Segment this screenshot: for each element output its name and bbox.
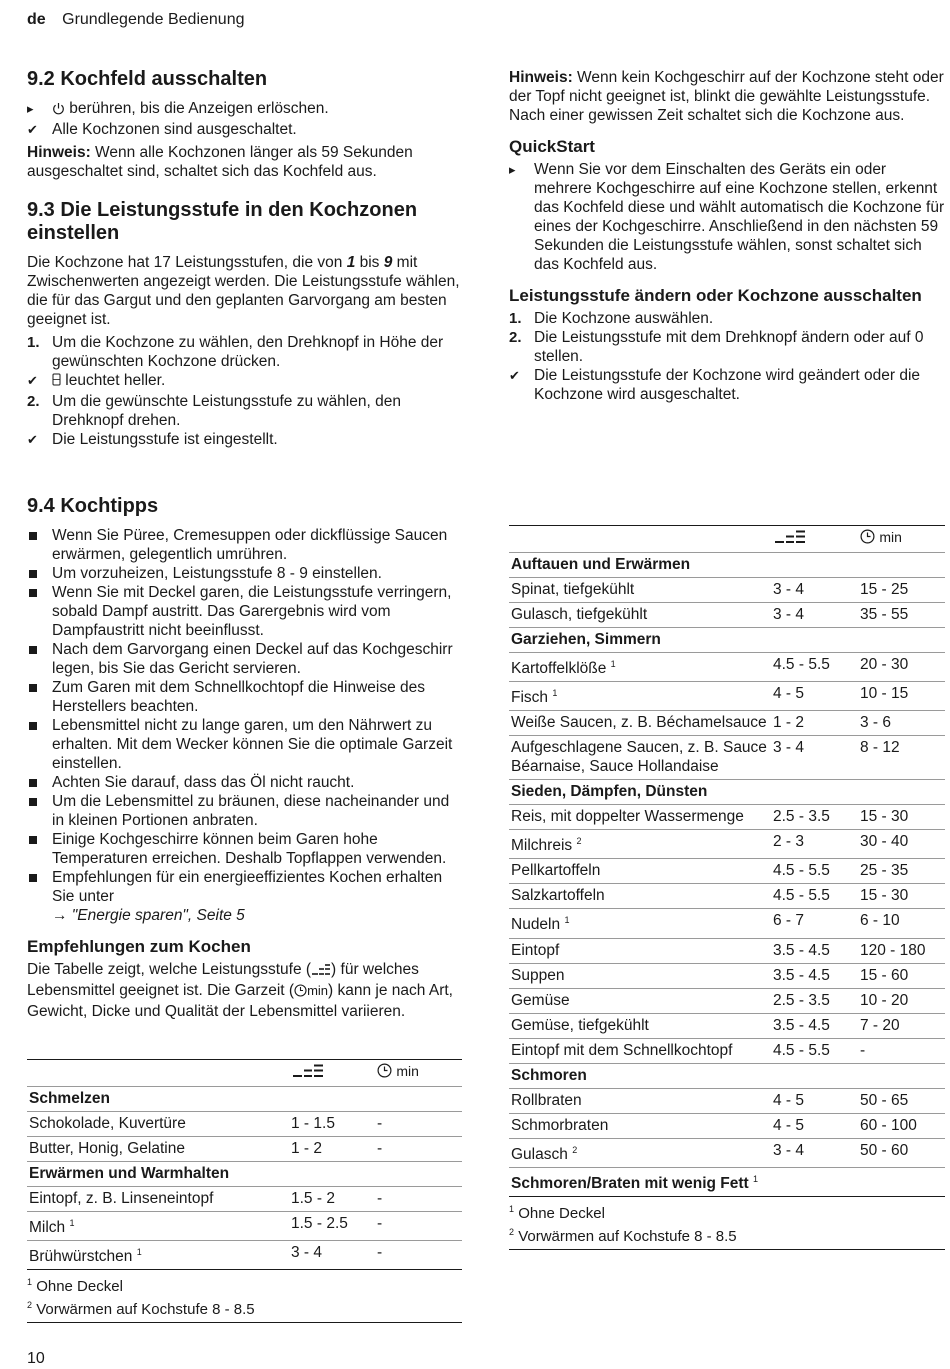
cooking-time-cell: - <box>375 1212 462 1241</box>
table-row <box>509 830 945 859</box>
change-result: ✔ Die Leistungsstufe der Kochzone wird geändert oder die Kochzone wird ausgeschaltet. <box>509 367 921 403</box>
cooking-time-cell: 8 - 12 <box>858 736 945 780</box>
note-no-cookware: Hinweis: Wenn kein Kochgeschirr auf der Kochzone steht oder der Topf nicht geeignet ist, blinkt die gewählte Leistungsstufe. Nach einer gewissen Zeit schaltet sich die Kochzone aus. <box>509 69 944 124</box>
food-name-cell: Rollbraten <box>509 1088 771 1113</box>
tip-item: Zum Garen mit dem Schnellkochtopf die Hinweise des Herstellers beachten. <box>52 679 426 715</box>
power-level-cell: 3.5 - 4.5 <box>771 938 858 963</box>
arrow-bullet-icon: ▸ <box>509 162 516 177</box>
step-select-zone: 1. Um die Kochzone zu wählen, den Drehknopf in Höhe der gewünschten Kochzone drücken. <box>27 334 444 370</box>
table-row <box>509 1038 945 1063</box>
power-level-cell: 4.5 - 5.5 <box>771 859 858 884</box>
tip-item: Um die Lebensmittel zu bräunen, diese nacheinander und in kleinen Portionen anbraten. <box>52 793 450 829</box>
table-section-row: Erwärmen und Warmhalten <box>27 1162 462 1187</box>
power-level-cell: 3 - 4 <box>291 1244 323 1262</box>
cooking-time-cell: 50 - 60 <box>858 1138 945 1167</box>
table-row <box>509 578 945 603</box>
cooking-time-cell: - <box>375 1187 462 1212</box>
power-level-cell: 3.5 - 4.5 <box>771 963 858 988</box>
cooking-time-cell: 15 - 60 <box>858 963 945 988</box>
power-level-cell: 1 - 2 <box>771 711 858 736</box>
recommendations-heading: Empfehlungen zum Kochen <box>27 937 251 956</box>
table-row <box>509 1088 945 1113</box>
table-row <box>509 938 945 963</box>
table-row <box>27 1112 462 1137</box>
table-section-row: Schmoren/Braten mit wenig Fett $^1$ <box>511 1173 759 1192</box>
table-section-row: Schmelzen <box>27 1087 462 1112</box>
change-step-1: 1. Die Kochzone auswählen. <box>509 310 714 327</box>
footnote: $^1$ Ohne Deckel <box>27 1277 123 1296</box>
table-row <box>509 859 945 884</box>
table-row <box>509 653 945 682</box>
cooking-time-cell: 120 - 180 <box>858 938 945 963</box>
power-level-cell: 4.5 - 5.5 <box>771 884 858 909</box>
power-level-cell: 3 - 4 <box>771 603 858 628</box>
power-level-cell: 4.5 - 5.5 <box>771 653 858 682</box>
table-row <box>509 603 945 628</box>
clock-icon <box>294 983 307 1002</box>
cooking-time-cell: 6 - 10 <box>858 909 945 938</box>
power-level-cell: 2 - 3 <box>771 830 858 859</box>
food-name-cell: Eintopf mit dem Schnellkochtopf <box>509 1038 771 1063</box>
food-name-cell: Reis, mit doppelter Wassermenge <box>509 805 771 830</box>
tip-item: Um vorzuheizen, Leistungsstufe 8 - 9 einstellen. <box>52 565 382 582</box>
power-level-cell: 1.5 - 2.5 <box>289 1212 375 1241</box>
table-section-row: Auftauen und Erwärmen <box>509 553 945 578</box>
checkmark-icon: ✔ <box>27 432 38 447</box>
food-name-cell: Brühwürstchen $^1$ <box>29 1247 142 1266</box>
table-header-row <box>27 1060 462 1087</box>
cooking-time-cell: 60 - 100 <box>858 1113 945 1138</box>
cooking-time-cell: 15 - 30 <box>858 805 945 830</box>
food-name-cell: Aufgeschlagene Saucen, z. B. Sauce Béarnaise, Sauce Hollandaise <box>509 736 771 780</box>
food-name-cell: Schokolade, Kuvertüre <box>27 1112 289 1137</box>
step-choose-level: 2. Um die gewünschte Leistungsstufe zu wählen, den Drehknopf drehen. <box>27 393 401 429</box>
table-row <box>509 682 945 711</box>
section-9-3-intro: Die Kochzone hat 17 Leistungsstufen, die von 1 bis 9 mit Zwischenwerten angezeigt werden. Die Leistungsstufe wählen, die für das Gargut und den geplanten Garvorgang am besten geeignet ist. <box>27 254 460 328</box>
power-level-cell: 4 - 5 <box>771 1088 858 1113</box>
cooking-time-cell: - <box>858 1038 945 1063</box>
table-footnotes <box>509 1196 945 1246</box>
cooking-time-cell: 10 - 15 <box>858 682 945 711</box>
power-level-cell: 4.5 - 5.5 <box>771 1038 858 1063</box>
tip-item: Achten Sie darauf, dass das Öl nicht raucht. <box>52 774 355 791</box>
table-row <box>509 1113 945 1138</box>
food-name-cell: Gulasch, tiefgekühlt <box>509 603 771 628</box>
cooking-time-cell: - <box>375 1137 462 1162</box>
clock-icon <box>377 1063 392 1083</box>
food-name-cell: Gulasch $^2$ <box>509 1138 771 1167</box>
power-level-cell: 2.5 - 3.5 <box>771 988 858 1013</box>
checkmark-icon: ✔ <box>509 368 520 383</box>
food-name-cell: Milchreis $^2$ <box>509 830 771 859</box>
left-column-top <box>27 68 462 449</box>
power-level-cell: 3 - 4 <box>771 736 858 780</box>
min-label: min <box>396 1063 419 1079</box>
tip-item: Empfehlungen für ein energieeffizientes Kochen erhalten Sie unter <box>52 869 443 905</box>
table-row <box>509 711 945 736</box>
food-name-cell: Eintopf <box>509 938 771 963</box>
energy-saving-link[interactable]: → "Energie sparen", Seite 5 <box>52 907 245 924</box>
food-name-cell: Milch $^1$ <box>27 1212 289 1241</box>
step-power-off: ▸ berühren, bis die Anzeigen erlöschen. <box>27 99 462 120</box>
food-name-cell: Kartoffelklöße $^1$ <box>509 653 771 682</box>
cooking-time-cell: 20 - 30 <box>858 653 945 682</box>
tip-item: Einige Kochgeschirre können beim Garen hohe Temperaturen erreichen. Deshalb Topflappen verwenden. <box>52 831 447 867</box>
footnote: $^1$ Ohne Deckel <box>509 1203 605 1222</box>
table-row <box>27 1241 462 1270</box>
cooking-time-cell: - <box>375 1112 462 1137</box>
cooking-time-cell: 35 - 55 <box>858 603 945 628</box>
chapter-title: Grundlegende Bedienung <box>62 11 245 28</box>
power-level-icon <box>291 1064 325 1083</box>
quickstart-heading: QuickStart <box>509 137 595 156</box>
power-level-cell: 1 - 2 <box>289 1137 375 1162</box>
tip-reference <box>27 906 462 925</box>
food-name-cell: Gemüse <box>509 988 771 1013</box>
result-level-set: ✔ Die Leistungsstufe ist eingestellt. <box>27 431 278 448</box>
left-column-bottom <box>27 495 462 1021</box>
food-name-cell: Eintopf, z. B. Linseneintopf <box>27 1187 289 1212</box>
table-row <box>509 805 945 830</box>
zone-display-icon <box>52 373 61 392</box>
power-level-cell: 3 - 4 <box>771 578 858 603</box>
checkmark-icon: ✔ <box>27 122 38 137</box>
section-9-4-heading: 9.4 Kochtipps <box>27 495 159 517</box>
power-level-cell: 4 - 5 <box>771 682 858 711</box>
table-row <box>27 1187 462 1212</box>
right-column-top <box>509 68 945 404</box>
cooking-time-cell: 10 - 20 <box>858 988 945 1013</box>
table-footnotes <box>27 1269 462 1319</box>
power-level-cell: 3.5 - 4.5 <box>771 1013 858 1038</box>
power-level-cell: 4 - 5 <box>771 1113 858 1138</box>
cooking-time-cell: 3 - 6 <box>858 711 945 736</box>
table-section-row: Sieden, Dämpfen, Dünsten <box>509 780 945 805</box>
language-code: de <box>27 11 46 28</box>
page-header <box>27 10 245 29</box>
left-cooking-table <box>27 1059 462 1323</box>
result-zone-brighter: ✔ leuchtet heller. <box>27 371 462 392</box>
table-row <box>509 884 945 909</box>
cooking-time-cell: 15 - 30 <box>858 884 945 909</box>
food-name-cell: Schmorbraten <box>509 1113 771 1138</box>
recommendations-text: Die Tabelle zeigt, welche Leistungsstufe ( ) für welches Lebensmittel geeignet ist. Die Garzeit ( min) kann je nach Art, Gewicht, Dicke und Qualität der Lebensmittel variieren. <box>27 961 453 1020</box>
cooking-time-cell: 7 - 20 <box>858 1013 945 1038</box>
table-header-row <box>509 526 945 553</box>
checkmark-icon: ✔ <box>27 373 38 388</box>
tip-item: Lebensmittel nicht zu lange garen, um den Nährwert zu erhalten. Mit dem Wecker können Sie die optimale Garzeit einstellen. <box>52 717 453 772</box>
change-level-heading: Leistungsstufe ändern oder Kochzone ausschalten <box>509 286 922 305</box>
change-step-2: 2. Die Leistungsstufe mit dem Drehknopf ändern oder auf 0 stellen. <box>509 329 924 365</box>
power-level-cell: 1.5 - 2 <box>289 1187 375 1212</box>
food-name-cell: Butter, Honig, Gelatine <box>27 1137 289 1162</box>
table-row <box>509 1138 945 1167</box>
footnote: $^2$ Vorwärmen auf Kochstufe 8 - 8.5 <box>509 1226 737 1245</box>
right-cooking-table <box>509 525 945 1250</box>
level-max-glyph: 9 <box>383 254 393 271</box>
power-level-icon <box>773 530 807 549</box>
power-level-cell: 6 - 7 <box>771 909 858 938</box>
table-row <box>509 736 945 780</box>
cooking-time-cell: 30 - 40 <box>858 830 945 859</box>
tips-list <box>27 526 462 906</box>
cooking-time-cell: - <box>377 1244 383 1262</box>
section-9-3-heading: 9.3 Die Leistungsstufe in den Kochzonen einstellen <box>27 199 418 244</box>
cooking-time-cell: 50 - 65 <box>858 1088 945 1113</box>
table-row <box>27 1137 462 1162</box>
table-row <box>509 988 945 1013</box>
quickstart-text: ▸ Wenn Sie vor dem Einschalten des Geräts ein oder mehrere Kochgeschirre auf eine Kochzone stellen, erkennt das Kochfeld diese und wählt automatisch die Kochzone für eines der Kochgeschirre. Anschließend in den nächsten 59 Sekunden die Leistungsstufe wählen, sonst schaltet sich das Kochfeld aus. <box>509 161 945 273</box>
table-section-row: Garziehen, Simmern <box>509 628 945 653</box>
power-icon <box>52 101 65 120</box>
power-level-cell: 1 - 1.5 <box>289 1112 375 1137</box>
table-row <box>27 1212 462 1241</box>
food-name-cell: Nudeln $^1$ <box>509 909 771 938</box>
table-row <box>509 963 945 988</box>
cooking-time-cell: 15 - 25 <box>858 578 945 603</box>
food-name-cell: Weiße Saucen, z. B. Béchamelsauce <box>509 711 771 736</box>
page-number: 10 <box>27 1350 45 1367</box>
note-auto-off: Hinweis: Wenn alle Kochzonen länger als 59 Sekunden ausgeschaltet sind, schaltet sich das Kochfeld aus. <box>27 144 413 180</box>
food-name-cell: Fisch $^1$ <box>509 682 771 711</box>
cooking-time-cell: 25 - 35 <box>858 859 945 884</box>
arrow-bullet-icon: ▸ <box>27 101 34 116</box>
footnote: $^2$ Vorwärmen auf Kochstufe 8 - 8.5 <box>27 1300 255 1319</box>
food-name-cell: Gemüse, tiefgekühlt <box>509 1013 771 1038</box>
result-all-off: ✔ Alle Kochzonen sind ausgeschaltet. <box>27 121 297 138</box>
level-min-glyph: 1 <box>346 254 356 271</box>
power-level-cell: 3 - 4 <box>771 1138 858 1167</box>
table-section-row: Schmoren <box>509 1063 945 1088</box>
table-row <box>509 1013 945 1038</box>
power-level-cell: 2.5 - 3.5 <box>771 805 858 830</box>
tip-item: Nach dem Garvorgang einen Deckel auf das Kochgeschirr legen, bis Sie das Gericht servieren. <box>52 641 453 677</box>
min-label: min <box>879 529 902 545</box>
food-name-cell: Salzkartoffeln <box>509 884 771 909</box>
section-9-2-heading: 9.2 Kochfeld ausschalten <box>27 68 268 90</box>
tip-item: Wenn Sie mit Deckel garen, die Leistungsstufe verringern, sobald Dampf austritt. Das Garergebnis wird vom Dampfaustritt nicht beeinflusst. <box>52 584 452 639</box>
food-name-cell: Suppen <box>509 963 771 988</box>
clock-icon <box>860 529 875 549</box>
power-level-icon <box>311 962 331 981</box>
food-name-cell: Spinat, tiefgekühlt <box>509 578 771 603</box>
table-row <box>509 909 945 938</box>
tip-item: Wenn Sie Püree, Cremesuppen oder dickflüssige Saucen erwärmen, gelegentlich umrühren. <box>52 527 448 563</box>
food-name-cell: Pellkartoffeln <box>509 859 771 884</box>
